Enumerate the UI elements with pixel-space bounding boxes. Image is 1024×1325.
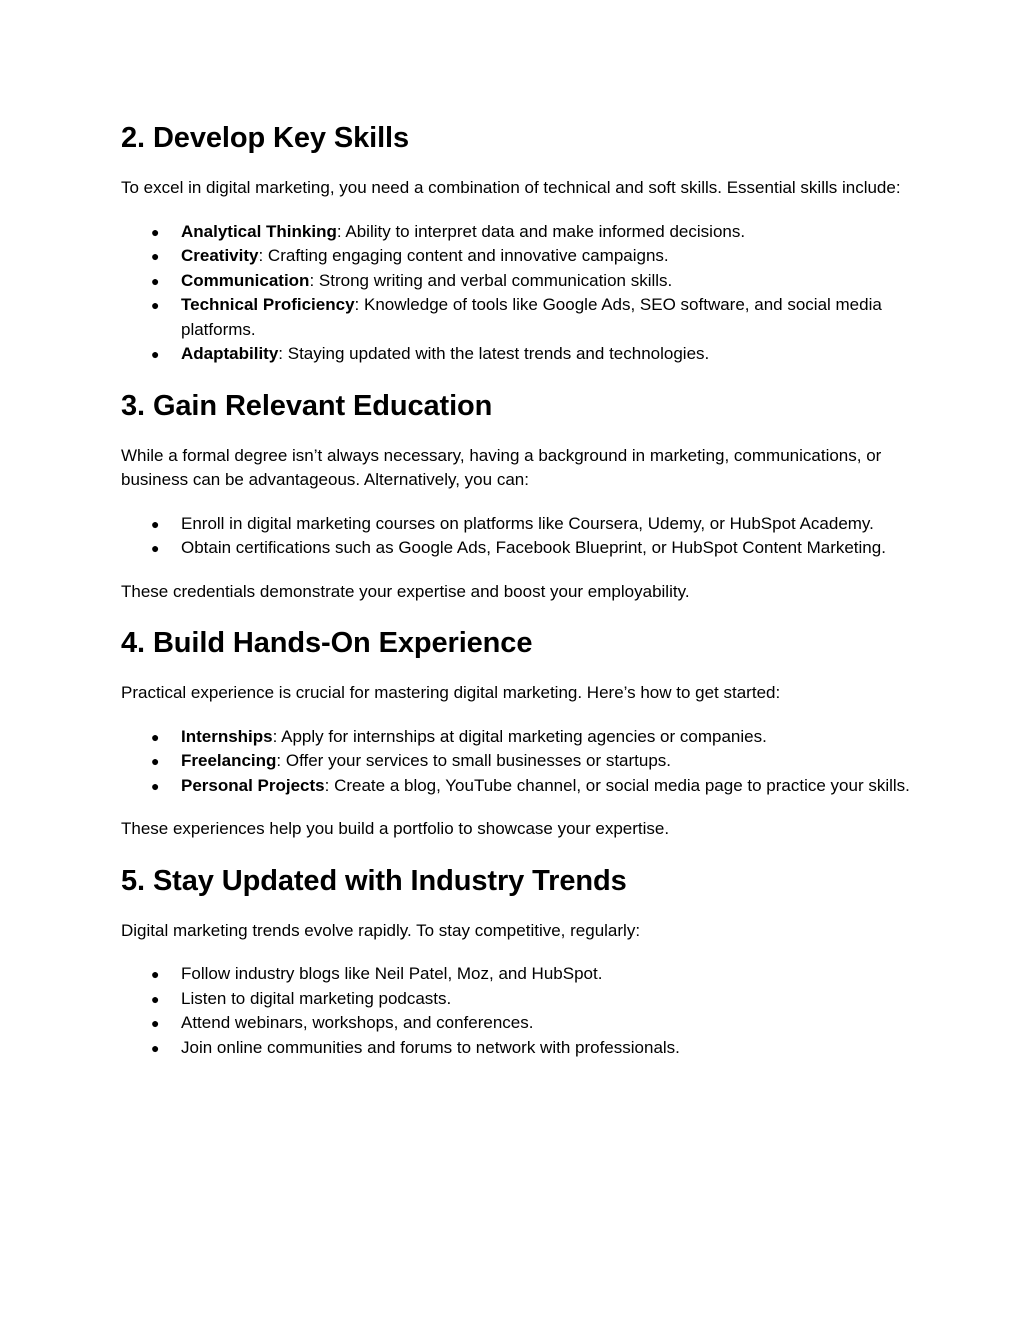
section-heading: 2. Develop Key Skills (121, 122, 410, 154)
education-list (121, 512, 911, 561)
item-text: : Staying updated with the latest trends and technologies. (278, 344, 710, 363)
section-heading: 3. Gain Relevant Education (121, 389, 493, 422)
list-item (121, 293, 911, 342)
item-term: Creativity (181, 246, 259, 265)
item-text: Obtain certifications such as Google Ads, Facebook Blueprint, or HubSpot Content Marketing. (181, 538, 886, 557)
item-text: Follow industry blogs like Neil Patel, Moz, and HubSpot. (181, 964, 603, 983)
item-term: Adaptability (181, 344, 279, 363)
bullet-icon: ● (151, 346, 160, 362)
bullet-icon: ● (151, 1015, 160, 1031)
bullet-icon: ● (151, 966, 160, 982)
item-text: : Strong writing and verbal communication skills. (309, 270, 673, 290)
list-item (121, 987, 911, 1012)
bullet-icon: ● (151, 540, 160, 556)
item-text: : Crafting engaging content and innovative campaigns. (258, 246, 669, 265)
document-page (121, 118, 911, 1079)
list-item (121, 342, 911, 367)
item-term: Personal Projects (181, 775, 325, 795)
section-intro: While a formal degree isn’t always necessary, having a background in marketing, communications, or business can be advantageous. Alternatively, you can: (121, 445, 882, 489)
list-item (121, 774, 911, 799)
section-build-hands-on-experience (121, 623, 911, 842)
item-text: Enroll in digital marketing courses on platforms like Coursera, Udemy, or HubSpot Academy. (181, 513, 874, 533)
item-text: Listen to digital marketing podcasts. (181, 988, 452, 1008)
skills-list (121, 220, 911, 367)
experience-list (121, 725, 911, 799)
section-heading: 4. Build Hands-On Experience (121, 627, 533, 659)
bullet-icon: ● (151, 223, 160, 240)
section-heading: 5. Stay Updated with Industry Trends (121, 864, 627, 897)
item-text: : Knowledge of tools like Google Ads, SEO software, and social media platforms. (181, 295, 882, 339)
item-term: Analytical Thinking (181, 221, 337, 241)
section-develop-key-skills (121, 118, 911, 367)
section-outro: These credentials demonstrate your expertise and boost your employability. (121, 581, 690, 601)
section-intro: Practical experience is crucial for mastering digital marketing. Here’s how to get started: (121, 683, 781, 702)
list-item (121, 244, 911, 269)
section-gain-relevant-education (121, 386, 911, 605)
list-item (121, 536, 911, 561)
item-term: Technical Proficiency (181, 295, 355, 314)
list-item (121, 725, 911, 750)
item-text: : Create a blog, YouTube channel, or social media page to practice your skills. (324, 775, 910, 795)
list-item (121, 220, 911, 245)
item-text: Attend webinars, workshops, and conferences. (181, 1013, 534, 1032)
item-term: Internships (181, 726, 273, 746)
list-item (121, 512, 911, 537)
bullet-icon: ● (151, 728, 160, 745)
bullet-icon: ● (151, 272, 160, 289)
list-item (121, 1011, 911, 1036)
item-text: : Apply for internships at digital marketing agencies or companies. (272, 726, 767, 746)
bullet-icon: ● (151, 777, 160, 794)
list-item (121, 962, 911, 987)
section-intro: To excel in digital marketing, you need a combination of technical and soft skills. Essential skills include: (121, 178, 901, 197)
list-item (121, 1036, 911, 1061)
item-text: Join online communities and forums to network with professionals. (181, 1037, 680, 1057)
section-stay-updated (121, 861, 911, 1061)
list-item (121, 749, 911, 774)
bullet-icon: ● (151, 515, 160, 532)
trends-list (121, 962, 911, 1060)
item-text: : Offer your services to small businesses or startups. (276, 751, 672, 770)
item-term: Freelancing (181, 751, 277, 770)
list-item (121, 269, 911, 294)
bullet-icon: ● (151, 990, 160, 1007)
bullet-icon: ● (151, 753, 160, 769)
item-term: Communication (181, 270, 310, 290)
section-outro: These experiences help you build a portfolio to showcase your expertise. (121, 819, 670, 838)
bullet-icon: ● (151, 297, 160, 313)
section-intro: Digital marketing trends evolve rapidly. To stay competitive, regularly: (121, 920, 641, 940)
item-text: : Ability to interpret data and make informed decisions. (336, 221, 746, 241)
bullet-icon: ● (151, 248, 160, 264)
bullet-icon: ● (151, 1039, 160, 1056)
